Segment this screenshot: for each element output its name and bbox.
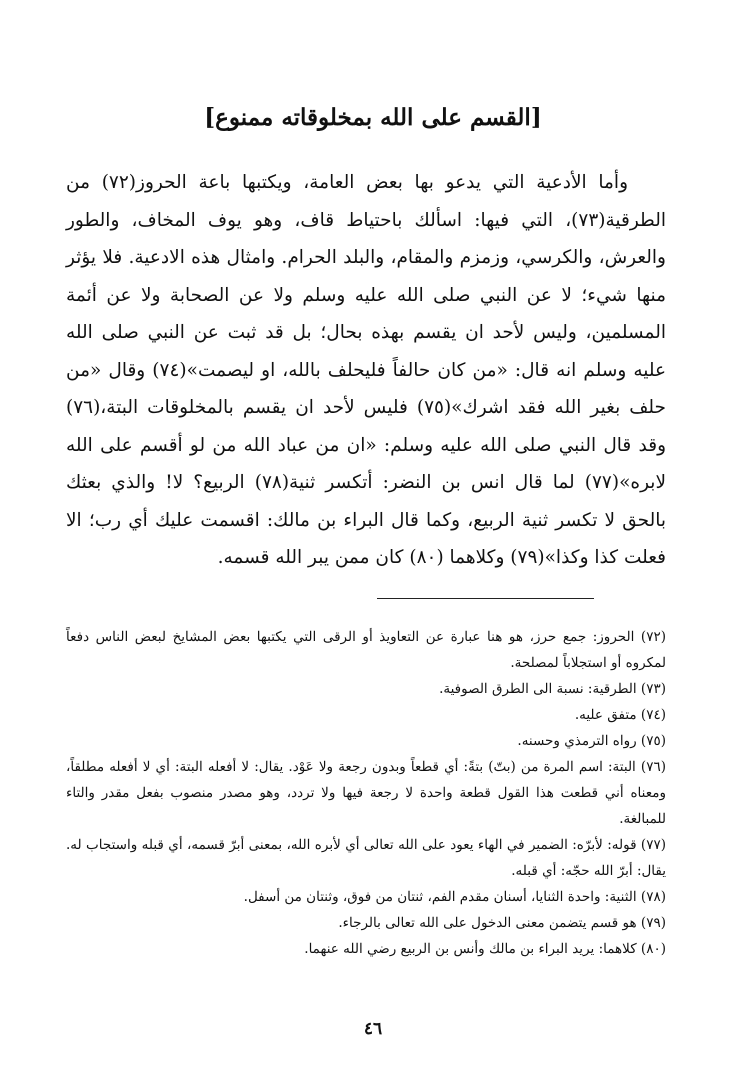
footnote-75: (٧٥) رواه الترمذي وحسنه. [517,733,666,749]
section-heading: [القسم على الله بمخلوقاته ممنوع] [204,104,542,131]
footnote-80: (٨٠) كلاهما: يريد البراء بن مالك وأنس بن الربيع رضي الله عنهما. [304,941,666,957]
page-number: ٤٦ [363,1019,383,1039]
main-paragraph: وأما الأدعية التي يدعو بها بعض العامة، ويكتبها باعة الحروز(٧٢) من الطرقية(٧٣)، التي فيها: اسألك باحتياط قاف، وهو يوف المخاف، والطور والعرش، والكرسي، وزمزم والمقام، والبلد الحرام. وامثال هذه الادعية. فلا يؤثر منها شيء؛ لا عن النبي صلى الله عليه وسلم ولا عن الصحابة ولا عن أئمة المسلمين، وليس لأحد ان يقسم بهذه بحال؛ بل قد ثبت عن النبي صلى الله عليه وسلم انه قال: «من كان حالفاً فليحلف بالله، او ليصمت»(٧٤) وقال «من حلف بغير الله فقد اشرك»(٧٥) فليس لأحد ان يقسم بالمخلوقات البتة،(٧٦) وقد قال النبي صلى الله عليه وسلم: «ان من عباد الله من لو أقسم على الله لابره»(٧٧) لما قال انس بن النضر: أتكسر ثنية(٧٨) الربيع؟ لا! والذي بعثك بالحق لا تكسر ثنية الربيع، وكما قال البراء بن مالك: اقسمت عليك أي رب؛ الا فعلت كذا وكذا»(٧٩) وكلاهما (٨٠) كان ممن يبر الله قسمه. [66,172,666,568]
footnote-72: (٧٢) الحروز: جمع حرز، هو هنا عبارة عن التعاويذ أو الرقى التي يكتبها بعض المشايخ لبعض الناس دفعاً لمكروه أو استجلاباً لمصلحة. [66,629,666,671]
footnote-77: (٧٧) قوله: لأبرّه: الضمير في الهاء يعود على الله تعالى أي لأبره الله، بمعنى أبرّ قسمه، أي قبله واستجاب له. يقال: أبرّ الله حجّه: أي قبله. [66,837,666,879]
main-text [66,164,666,577]
footnote-73: (٧٣) الطرقية: نسبة الى الطرق الصوفية. [439,681,666,697]
footnote-74: (٧٤) متفق عليه. [574,707,666,723]
footnote-76: (٧٦) البتة: اسم المرة من (بتّ) بتةً: أي قطعاً وبدون رجعة ولا عَوْد. يقال: لا أفعله البتة: أي لا أفعله مطلقاً، ومعناه أني قطعت هذا القول قطعة واحدة لا رجعة فيها ولا تردد، وهو مصدر منصوب بفعل مقدر والتاء للمبالغة. [66,759,666,827]
footnote-78: (٧٨) الثنية: واحدة الثنايا، أسنان مقدم الفم، ثنتان من فوق، وثنتان من أسفل. [243,889,666,905]
footnote-79: (٧٩) هو قسم يتضمن معنى الدخول على الله تعالى بالرجاء. [338,915,666,931]
footnote-separator [377,598,594,599]
footnotes [66,624,666,962]
